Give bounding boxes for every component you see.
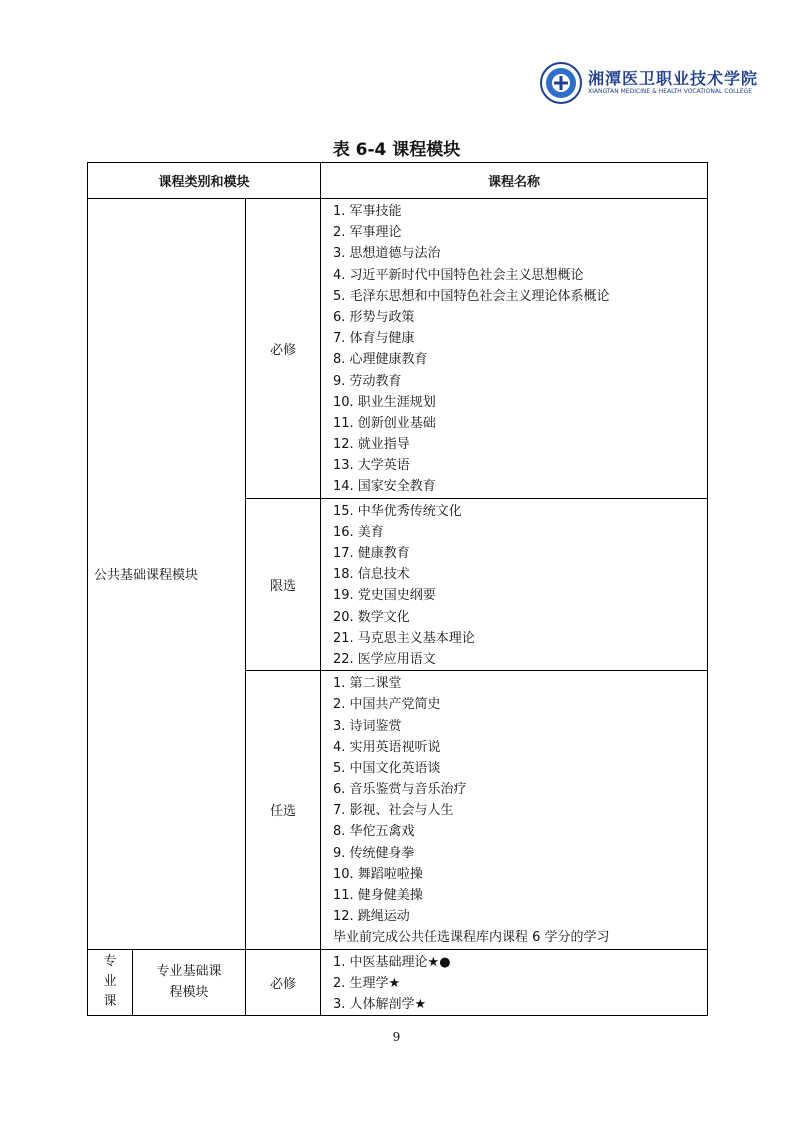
professional-char: 课 bbox=[103, 994, 117, 1010]
professional-category bbox=[88, 949, 133, 1016]
course-item: 2. 军事理论 bbox=[333, 225, 402, 241]
course-item: 7. 影视、社会与人生 bbox=[333, 803, 454, 819]
page-number: 9 bbox=[392, 1030, 401, 1044]
professional-module bbox=[133, 949, 246, 1016]
professional-module-label: 专业基础课程模块 bbox=[156, 964, 222, 1001]
professional-char: 专 bbox=[103, 954, 117, 970]
course-item: 毕业前完成公共任选课程库内课程 6 学分的学习 bbox=[333, 930, 610, 946]
elective-course-list bbox=[321, 671, 708, 949]
course-item: 1. 第二课堂 bbox=[333, 676, 402, 692]
course-item: 6. 形势与政策 bbox=[333, 309, 415, 325]
college-emblem-icon bbox=[540, 62, 582, 104]
course-item: 3. 人体解剖学★ bbox=[333, 996, 427, 1012]
elective-label: 任选 bbox=[246, 671, 321, 949]
course-item: 17. 健康教育 bbox=[333, 546, 410, 561]
course-item: 7. 体育与健康 bbox=[333, 331, 415, 347]
professional-required-label: 必修 bbox=[246, 949, 321, 1016]
course-item: 14. 国家安全教育 bbox=[333, 479, 436, 495]
course-item: 10. 舞蹈啦啦操 bbox=[333, 866, 423, 882]
course-item: 8. 心理健康教育 bbox=[333, 352, 428, 368]
table-title: 表 6-4 课程模块 bbox=[332, 140, 461, 160]
public-category: 公共基础课程模块 bbox=[88, 199, 246, 950]
course-item: 5. 毛泽东思想和中国特色社会主义理论体系概论 bbox=[333, 288, 610, 304]
header-course-name: 课程名称 bbox=[321, 163, 708, 199]
professional-char: 业 bbox=[103, 974, 117, 990]
table-header-row bbox=[88, 163, 708, 199]
course-item: 16. 美育 bbox=[333, 524, 384, 540]
course-item: 22. 医学应用语文 bbox=[333, 651, 436, 667]
required-label: 必修 bbox=[246, 199, 321, 499]
course-item: 2. 中国共产党简史 bbox=[333, 697, 441, 713]
course-item: 9. 劳动教育 bbox=[333, 373, 402, 389]
course-item: 20. 数学文化 bbox=[333, 609, 410, 625]
professional-course-list bbox=[321, 949, 708, 1016]
college-name-en: XIANGTAN MEDICINE & HEALTH VOCATIONAL COLLEGE bbox=[588, 88, 753, 95]
course-item: 1. 中医基础理论★● bbox=[333, 954, 451, 970]
course-item: 9. 传统健身拳 bbox=[333, 845, 415, 861]
college-name-cn: 湘潭医卫职业技术学院 bbox=[588, 69, 759, 88]
course-item: 6. 音乐鉴赏与音乐治疗 bbox=[333, 782, 467, 798]
header-category: 课程类别和模块 bbox=[88, 163, 321, 199]
course-item: 4. 习近平新时代中国特色社会主义思想概论 bbox=[333, 267, 584, 283]
required-course-list bbox=[321, 199, 708, 499]
course-item: 19. 党史国史纲要 bbox=[333, 588, 436, 604]
course-item: 11. 创新创业基础 bbox=[333, 415, 436, 431]
course-item: 18. 信息技术 bbox=[333, 567, 410, 583]
course-item: 4. 实用英语视听说 bbox=[333, 739, 441, 755]
limited-label: 限选 bbox=[246, 498, 321, 671]
course-item: 2. 生理学★ bbox=[333, 975, 401, 991]
course-module-table bbox=[87, 162, 708, 1016]
course-item: 10. 职业生涯规划 bbox=[333, 394, 436, 410]
course-item: 21. 马克思主义基本理论 bbox=[333, 630, 475, 646]
table-row bbox=[88, 199, 708, 499]
course-item: 15. 中华优秀传统文化 bbox=[333, 503, 462, 519]
course-item: 3. 思想道德与法治 bbox=[333, 246, 441, 262]
course-item: 1. 军事技能 bbox=[333, 204, 402, 219]
course-item: 13. 大学英语 bbox=[333, 458, 410, 474]
table-row bbox=[88, 949, 708, 1016]
course-item: 8. 华佗五禽戏 bbox=[333, 824, 415, 840]
course-item: 5. 中国文化英语谈 bbox=[333, 760, 441, 776]
course-item: 3. 诗词鉴赏 bbox=[333, 718, 402, 734]
course-item: 11. 健身健美操 bbox=[333, 888, 423, 903]
course-item: 12. 就业指导 bbox=[333, 437, 410, 453]
college-logo bbox=[540, 62, 760, 110]
course-item: 12. 跳绳运动 bbox=[333, 909, 410, 925]
limited-course-list bbox=[321, 498, 708, 671]
